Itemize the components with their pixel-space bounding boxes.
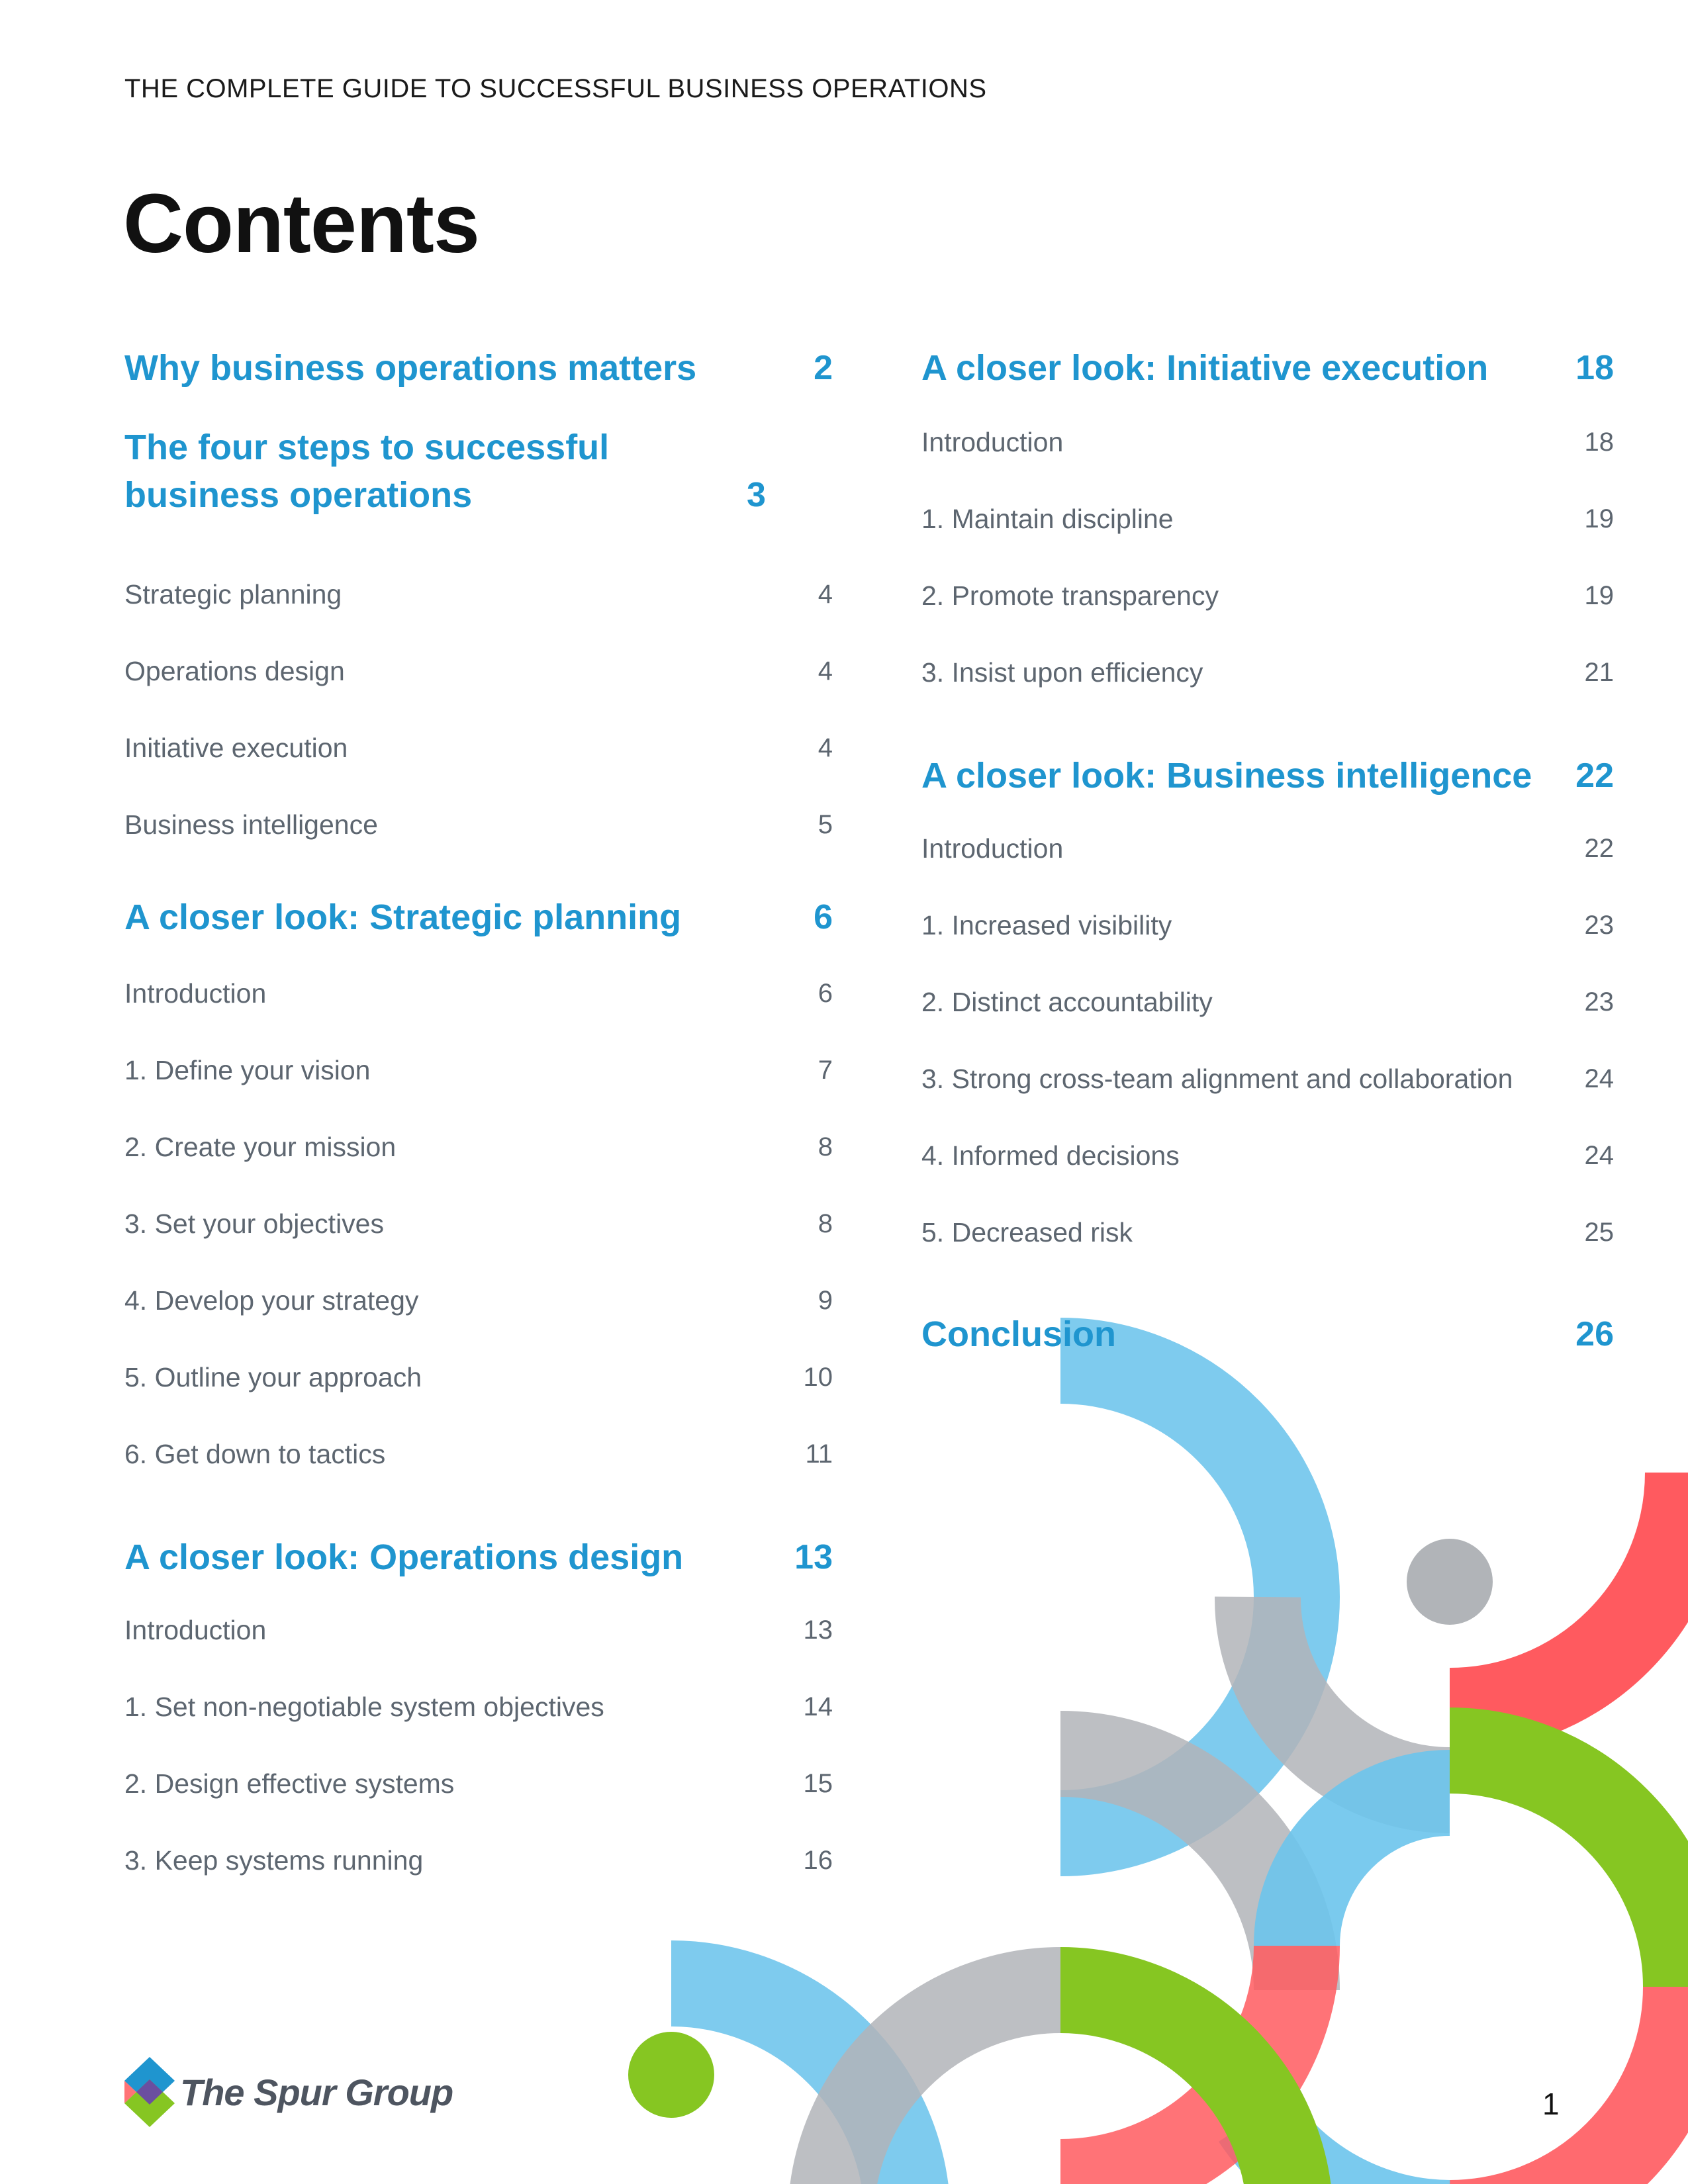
toc-entry-title: Why business operations matters bbox=[124, 348, 697, 388]
toc-entry-title: 4. Informed decisions bbox=[921, 1140, 1180, 1171]
toc-entry-title: A closer look: Initiative execution bbox=[921, 348, 1489, 388]
toc-entry[interactable] bbox=[124, 1052, 833, 1089]
toc-entry-title: 3. Insist upon efficiency bbox=[921, 657, 1203, 688]
toc-entry-page: 2 bbox=[814, 349, 833, 387]
toc-entry-page: 15 bbox=[803, 1769, 833, 1798]
toc-entry[interactable] bbox=[921, 577, 1614, 614]
toc-entry-page: 7 bbox=[818, 1056, 833, 1085]
toc-entry-page: 24 bbox=[1584, 1141, 1614, 1170]
toc-entry-page: 11 bbox=[805, 1439, 833, 1469]
toc-entry-page: 24 bbox=[1584, 1064, 1614, 1093]
toc-entry[interactable] bbox=[921, 752, 1614, 799]
toc-entry-page: 8 bbox=[818, 1209, 833, 1238]
toc-entry-title: Introduction bbox=[921, 833, 1064, 864]
toc-entry-title: 1. Set non-negotiable system objectives bbox=[124, 1692, 604, 1722]
toc-entry-title: Introduction bbox=[124, 1615, 267, 1645]
toc-entry-title: 1. Increased visibility bbox=[921, 910, 1172, 940]
toc-entry-page: 13 bbox=[794, 1538, 833, 1576]
toc-entry-page: 13 bbox=[803, 1615, 833, 1645]
toc-entry[interactable] bbox=[124, 729, 833, 766]
toc-entry-title: 2. Distinct accountability bbox=[921, 987, 1213, 1017]
toc-entry[interactable] bbox=[921, 424, 1614, 461]
toc-entry[interactable] bbox=[921, 654, 1614, 691]
toc-entry-page: 8 bbox=[818, 1132, 833, 1161]
toc-entry[interactable] bbox=[921, 1214, 1614, 1251]
toc-entry-title: 2. Promote transparency bbox=[921, 580, 1219, 611]
running-header: THE COMPLETE GUIDE TO SUCCESSFUL BUSINESS OPERATIONS bbox=[124, 74, 987, 103]
toc-entry[interactable] bbox=[124, 1359, 833, 1396]
toc-entry-page: 3 bbox=[747, 476, 766, 514]
toc-entry-page: 5 bbox=[818, 810, 833, 839]
toc-entry-title: 1. Maintain discipline bbox=[921, 504, 1174, 534]
toc-entry[interactable] bbox=[124, 1533, 833, 1581]
toc-entry-page: 6 bbox=[818, 979, 833, 1008]
toc-entry-title: 4. Develop your strategy bbox=[124, 1285, 419, 1316]
toc-entry-title: Business intelligence bbox=[124, 809, 378, 840]
toc-entry-title: 6. Get down to tactics bbox=[124, 1439, 386, 1469]
toc-entry-page: 4 bbox=[818, 657, 833, 686]
toc-entry-title: Initiative execution bbox=[124, 733, 348, 763]
toc-entry-title: 3. Set your objectives bbox=[124, 1208, 384, 1239]
toc-entry[interactable] bbox=[124, 1128, 833, 1165]
toc-entry-title: 2. Design effective systems bbox=[124, 1768, 455, 1799]
toc-entry[interactable] bbox=[921, 983, 1614, 1021]
spur-diamond-icon bbox=[123, 2056, 176, 2128]
toc-entry-page: 22 bbox=[1584, 834, 1614, 863]
toc-entry[interactable] bbox=[921, 907, 1614, 944]
toc-entry[interactable] bbox=[124, 1205, 833, 1242]
toc-entry-title: 3. Strong cross-team alignment and collaboration bbox=[921, 1064, 1513, 1094]
toc-entry[interactable] bbox=[124, 653, 833, 690]
toc-entry-title: Conclusion bbox=[921, 1314, 1116, 1354]
toc-entry-page: 25 bbox=[1584, 1218, 1614, 1247]
toc-entry-page: 22 bbox=[1575, 756, 1614, 795]
toc-entry-title: 2. Create your mission bbox=[124, 1132, 397, 1162]
toc-entry-page: 19 bbox=[1584, 504, 1614, 533]
toc-entry-title: A closer look: Operations design bbox=[124, 1537, 684, 1577]
toc-entry-title: A closer look: Business intelligence bbox=[921, 756, 1532, 796]
toc-entry[interactable] bbox=[124, 1612, 833, 1649]
toc-entry[interactable] bbox=[921, 1060, 1614, 1097]
toc-entry[interactable] bbox=[124, 576, 833, 613]
toc-entry[interactable] bbox=[124, 1282, 833, 1319]
toc-entry-title: 1. Define your vision bbox=[124, 1055, 371, 1085]
toc-entry[interactable] bbox=[124, 1688, 833, 1725]
toc-entry-page: 10 bbox=[803, 1363, 833, 1392]
toc-entry[interactable] bbox=[921, 500, 1614, 537]
toc-entry-title: The four steps to successful business operations bbox=[124, 428, 610, 515]
toc-entry-page: 14 bbox=[803, 1692, 833, 1721]
toc-entry-page: 23 bbox=[1584, 911, 1614, 940]
toc-entry[interactable] bbox=[921, 344, 1614, 392]
toc-entry-page: 26 bbox=[1575, 1315, 1614, 1353]
toc-entry[interactable] bbox=[921, 1310, 1614, 1358]
toc-entry[interactable] bbox=[124, 424, 833, 519]
logo-text: The Spur Group bbox=[180, 2071, 453, 2113]
company-logo bbox=[123, 2056, 453, 2128]
toc-entry-page: 4 bbox=[818, 580, 833, 609]
toc-entry-page: 9 bbox=[818, 1286, 833, 1315]
toc-entry-title: Operations design bbox=[124, 656, 345, 686]
toc-entry[interactable] bbox=[124, 806, 833, 843]
toc-entry-title: 3. Keep systems running bbox=[124, 1845, 424, 1876]
toc-entry-page: 16 bbox=[803, 1846, 833, 1875]
toc-entry[interactable] bbox=[124, 1435, 833, 1473]
toc-entry-page: 6 bbox=[814, 898, 833, 936]
toc-entry[interactable] bbox=[124, 1842, 833, 1879]
toc-entry[interactable] bbox=[124, 893, 833, 941]
toc-entry-title: Introduction bbox=[921, 427, 1064, 457]
toc-entry-page: 19 bbox=[1584, 581, 1614, 610]
toc-entry-title: Strategic planning bbox=[124, 579, 342, 610]
toc-entry[interactable] bbox=[124, 1765, 833, 1802]
toc-entry-title: Introduction bbox=[124, 978, 267, 1009]
page-number: 1 bbox=[1542, 2087, 1560, 2121]
toc-entry[interactable] bbox=[124, 975, 833, 1012]
toc-entry-title: 5. Outline your approach bbox=[124, 1362, 422, 1392]
toc-entry-title: A closer look: Strategic planning bbox=[124, 897, 682, 937]
toc-entry-page: 21 bbox=[1584, 658, 1614, 687]
toc-entry-page: 18 bbox=[1584, 428, 1614, 457]
toc-entry[interactable] bbox=[124, 344, 833, 392]
toc-entry[interactable] bbox=[921, 830, 1614, 867]
toc-entry[interactable] bbox=[921, 1137, 1614, 1174]
toc-entry-page: 23 bbox=[1584, 987, 1614, 1017]
toc-entry-page: 18 bbox=[1575, 349, 1614, 387]
page-title: Contents bbox=[123, 177, 479, 270]
toc-entry-page: 4 bbox=[818, 733, 833, 762]
toc-entry-title: 5. Decreased risk bbox=[921, 1217, 1133, 1248]
